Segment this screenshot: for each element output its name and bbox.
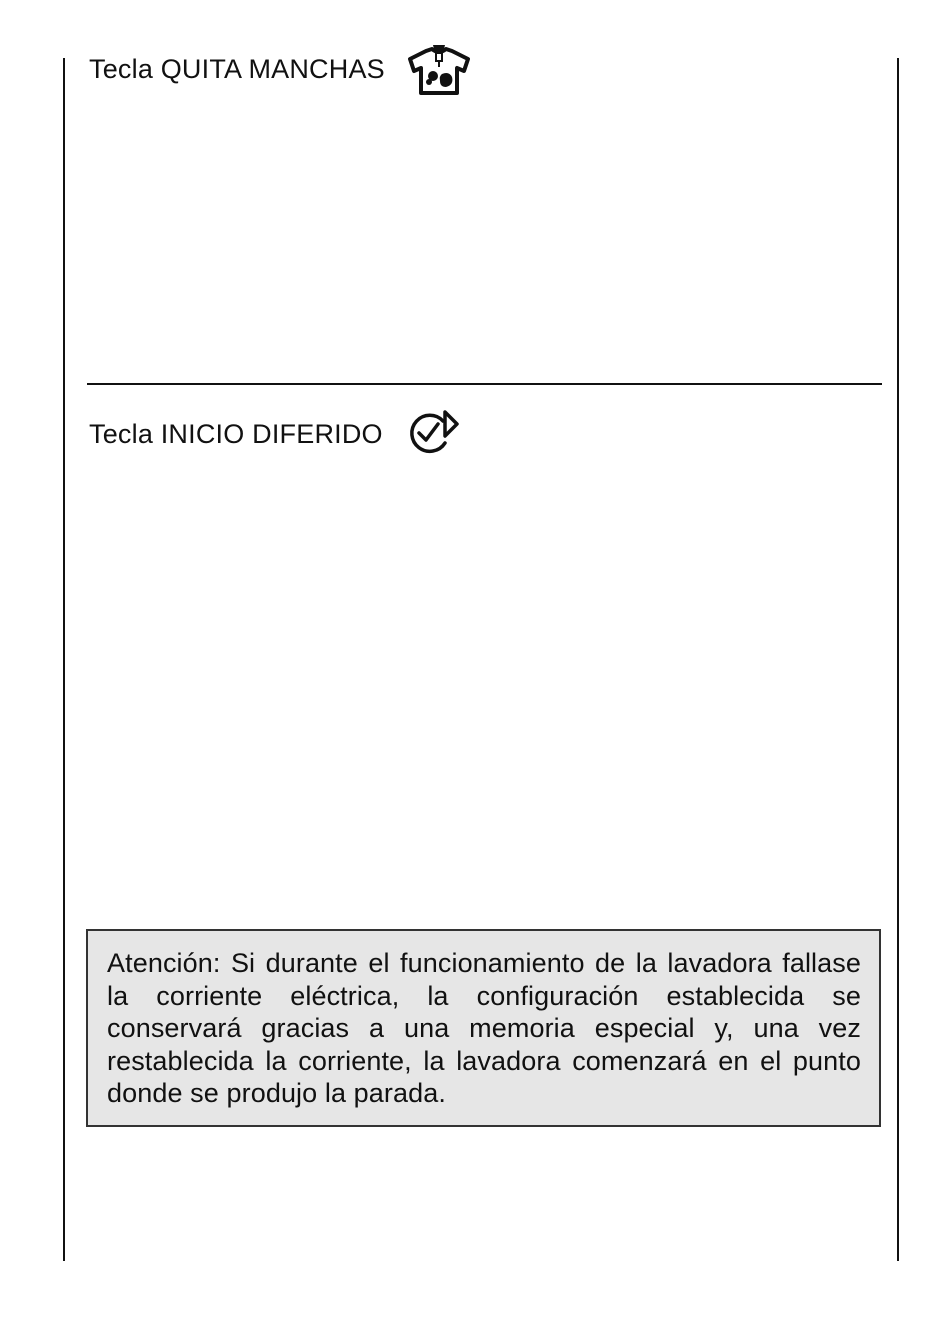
right-margin-line — [897, 58, 899, 1261]
attention-notice-box — [86, 929, 881, 1127]
left-margin-line — [63, 58, 65, 1261]
delayed-start-heading-text: Tecla INICIO DIFERIDO — [89, 418, 383, 449]
section-divider — [87, 383, 882, 385]
stain-removal-heading-text: Tecla QUITA MANCHAS — [89, 53, 385, 84]
stain-shirt-icon — [405, 43, 473, 95]
stain-removal-heading — [89, 44, 473, 94]
delayed-start-clock-icon — [405, 409, 461, 459]
delayed-start-heading — [89, 408, 461, 460]
attention-notice-text: Atención: Si durante el funcionamiento de la lavadora fallase la corriente eléctrica, la configuración establecida se conservará gracias a una memoria especial y, una vez restablecida la corriente, la lavadora comenzará en el punto donde se produjo la parada. — [107, 948, 861, 1108]
